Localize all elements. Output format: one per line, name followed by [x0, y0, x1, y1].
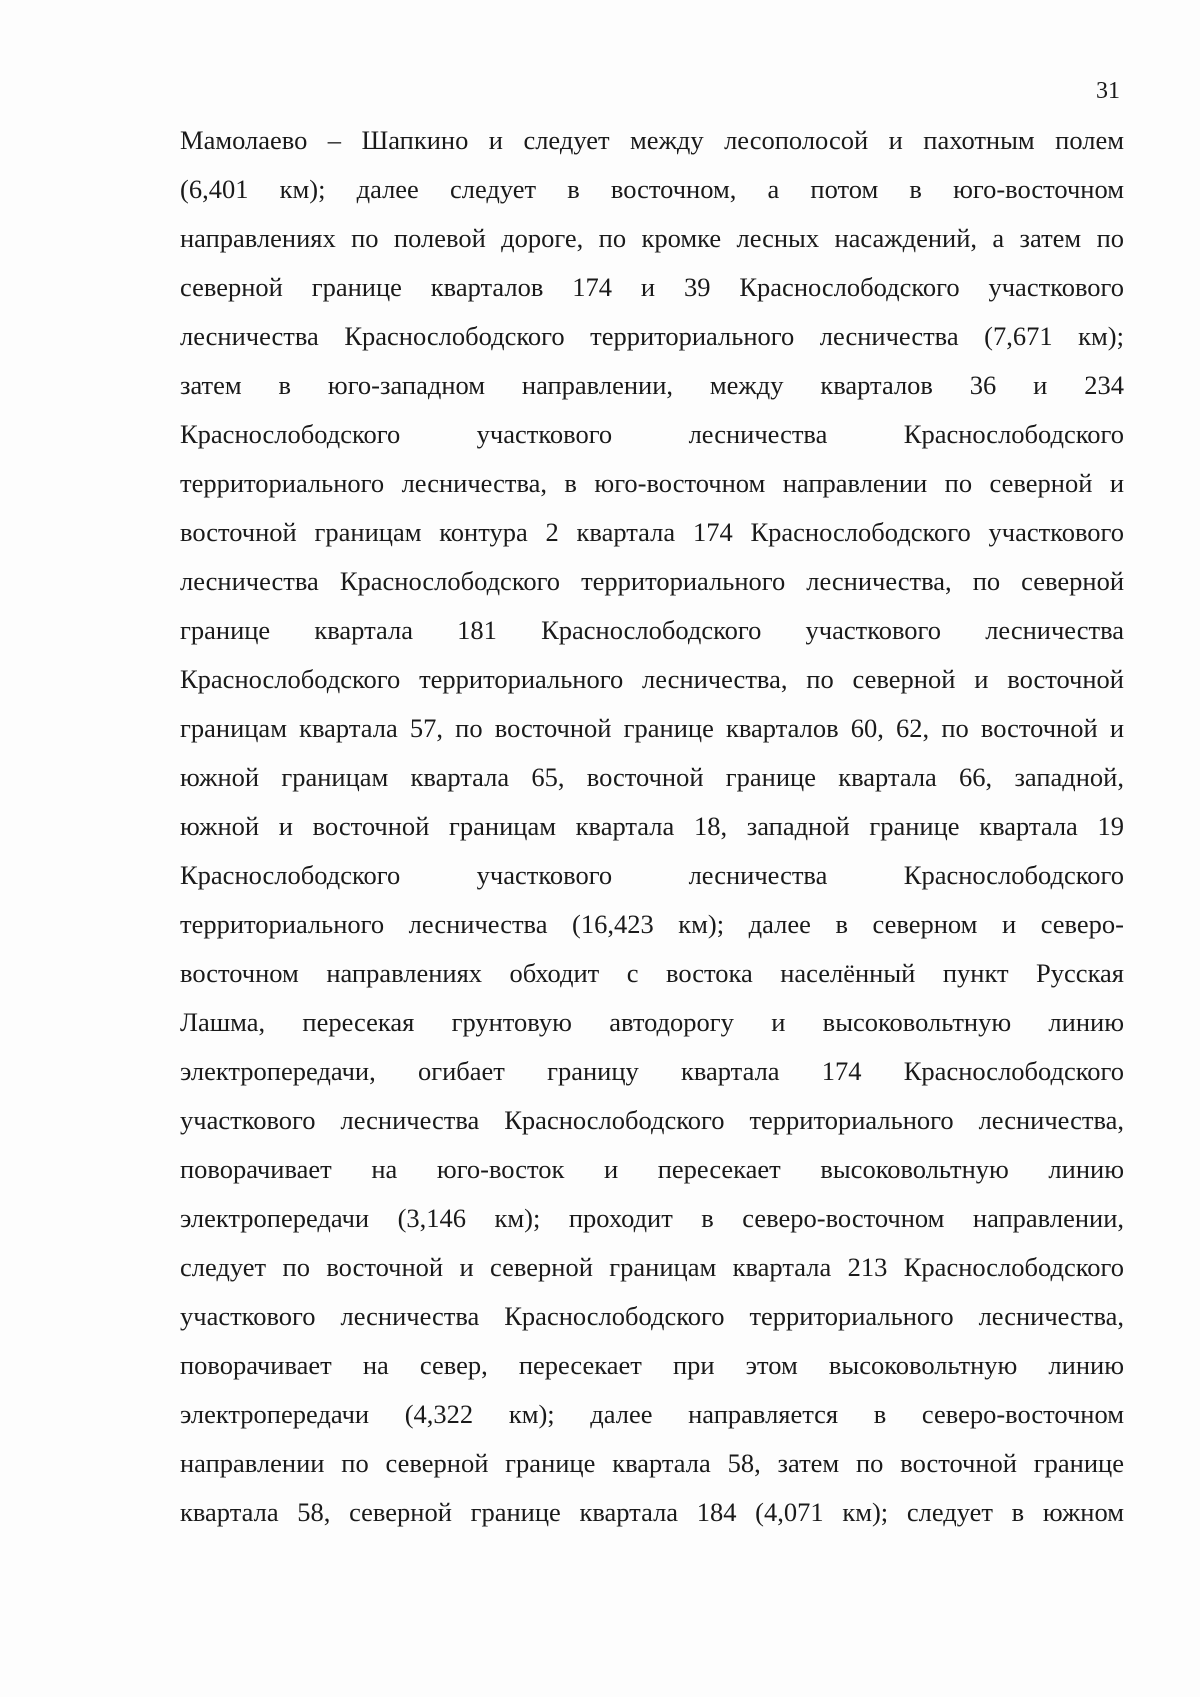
- text-line: участкового лесничества Краснослободского территориального лесничества,: [180, 1301, 1124, 1331]
- body-text: [180, 116, 1124, 1537]
- text-line: электропередачи (3,146 км); проходит в северо-восточном направлении,: [180, 1203, 1124, 1233]
- text-line: Краснослободского территориального лесничества, по северной и восточной: [180, 664, 1124, 694]
- text-line: участкового лесничества Краснослободского территориального лесничества,: [180, 1105, 1124, 1135]
- text-line: поворачивает на юго-восток и пересекает высоковольтную линию: [180, 1154, 1124, 1184]
- text-line: Краснослободского участкового лесничества Краснослободского: [180, 419, 1124, 449]
- text-line: южной и восточной границам квартала 18, западной границе квартала 19: [180, 811, 1124, 841]
- text-line: затем в юго-западном направлении, между кварталов 36 и 234: [180, 370, 1124, 400]
- text-line: (6,401 км); далее следует в восточном, а потом в юго-восточном: [180, 174, 1124, 204]
- text-line: лесничества Краснослободского территориального лесничества, по северной: [180, 566, 1124, 596]
- text-line: направлениях по полевой дороге, по кромке лесных насаждений, а затем по: [180, 223, 1124, 253]
- text-line: электропередачи, огибает границу квартала 174 Краснослободского: [180, 1056, 1124, 1086]
- text-line: территориального лесничества (16,423 км); далее в северном и северо-: [180, 909, 1124, 939]
- text-line: Мамолаево – Шапкино и следует между лесополосой и пахотным полем: [180, 125, 1124, 155]
- text-line: Лашма, пересекая грунтовую автодорогу и высоковольтную линию: [180, 1007, 1124, 1037]
- page-number: 31: [1096, 78, 1120, 104]
- text-line: следует по восточной и северной границам квартала 213 Краснослободского: [180, 1252, 1124, 1282]
- text-line: лесничества Краснослободского территориального лесничества (7,671 км);: [180, 321, 1124, 351]
- text-line: поворачивает на север, пересекает при этом высоковольтную линию: [180, 1350, 1124, 1380]
- text-line: южной границам квартала 65, восточной границе квартала 66, западной,: [180, 762, 1124, 792]
- text-line: северной границе кварталов 174 и 39 Краснослободского участкового: [180, 272, 1124, 302]
- text-line: восточной границам контура 2 квартала 174 Краснослободского участкового: [180, 517, 1124, 547]
- text-line: границам квартала 57, по восточной границе кварталов 60, 62, по восточной и: [180, 713, 1124, 743]
- text-line: квартала 58, северной границе квартала 184 (4,071 км); следует в южном: [180, 1497, 1124, 1527]
- text-line: восточном направлениях обходит с востока населённый пункт Русская: [180, 958, 1124, 988]
- text-line: направлении по северной границе квартала 58, затем по восточной границе: [180, 1448, 1124, 1478]
- text-line: территориального лесничества, в юго-восточном направлении по северной и: [180, 468, 1124, 498]
- text-line: границе квартала 181 Краснослободского участкового лесничества: [180, 615, 1124, 645]
- text-line: электропередачи (4,322 км); далее направляется в северо-восточном: [180, 1399, 1124, 1429]
- text-line: Краснослободского участкового лесничества Краснослободского: [180, 860, 1124, 890]
